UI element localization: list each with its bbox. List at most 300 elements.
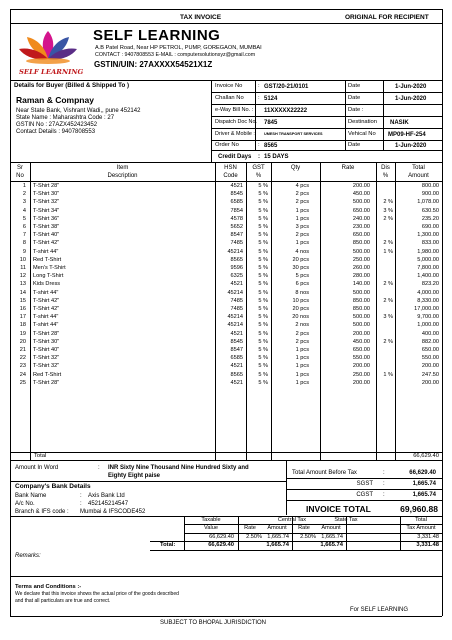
cell-hsn: 4521 — [230, 330, 243, 337]
cell-qty: 30 pcs — [292, 265, 309, 271]
table-row — [0, 190, 452, 198]
table-row — [0, 215, 452, 223]
cell-gst: 5 % — [258, 183, 268, 189]
cell-item: T-Shirt 40" — [33, 347, 60, 353]
cell-hsn: 7854 — [230, 207, 243, 214]
cell-qty: 1 pcs — [295, 347, 309, 353]
remarks-rule — [10, 576, 442, 577]
th-item2: Description — [107, 173, 138, 179]
cell-qty: 5 pcs — [295, 273, 309, 280]
destination-label: Destination — [348, 119, 378, 125]
cell-rate: 200.00 — [352, 379, 370, 386]
cell-hsn: 6585 — [230, 355, 243, 362]
cell-rate: 850.00 — [352, 297, 370, 304]
tax-th-state: State Tax — [334, 517, 358, 523]
cell-rate: 500.00 — [352, 322, 370, 329]
header-bottom-rule — [10, 80, 442, 81]
buyer-heading: Details for Buyer (Billed & Shipped To ) — [14, 82, 130, 89]
frame-top — [10, 9, 442, 10]
cell-rate: 450.00 — [352, 338, 370, 345]
cell-qty: 1 pcs — [295, 215, 309, 222]
meta-colon: : — [258, 142, 260, 148]
cell-total: 200.00 — [421, 379, 439, 386]
cell-hsn: 6585 — [230, 199, 243, 206]
cell-item: T-Shirt 32" — [33, 199, 60, 206]
table-row — [0, 330, 452, 338]
eway-no: 11XXXXX22222 — [264, 108, 308, 114]
cell-qty: 1 pcs — [295, 379, 309, 386]
table-row — [0, 264, 452, 272]
sgst-value: 1,665.74 — [412, 481, 436, 487]
cell-gst: 5 % — [258, 199, 268, 206]
table-row — [0, 346, 452, 354]
table-row — [0, 198, 452, 206]
tax-total-label: Total: — [160, 542, 176, 548]
sgst-label: SGST — [356, 481, 373, 487]
cell-total: 247.50 — [421, 371, 439, 378]
cell-dis: 1 % — [383, 248, 393, 255]
cell-total: 235.20 — [421, 215, 439, 222]
th-sr2: No — [16, 173, 24, 179]
date-label-3: Date : — [348, 107, 364, 113]
bank-ac: 452145214547 — [88, 501, 129, 507]
buyer-address: Near State Bank, Vishrant Wadi,, pune 452142 — [16, 108, 141, 114]
table-row — [0, 231, 452, 239]
cell-hsn: 7485 — [230, 297, 243, 304]
cell-rate: 200.00 — [352, 363, 370, 370]
cell-total: 5,000.00 — [417, 256, 439, 263]
tax-th-total: Total — [415, 517, 427, 523]
logo-text: SELF LEARNING — [19, 68, 84, 76]
cell-total: 1,000.00 — [417, 322, 439, 329]
cell-gst: 5 % — [258, 322, 268, 329]
table-row — [0, 338, 452, 346]
cell-total: 800.00 — [421, 183, 439, 189]
cell-total: 690.00 — [421, 224, 439, 230]
credit-days: 15 DAYS — [264, 154, 289, 160]
vehicle: MP09-HF-254 — [388, 132, 426, 138]
cell-sr: 17 — [19, 314, 26, 321]
cell-dis: 2 % — [383, 199, 393, 206]
cell-qty: 1 pcs — [295, 363, 309, 370]
cell-total: 4,000.00 — [417, 289, 439, 296]
cell-rate: 500.00 — [352, 248, 370, 255]
cell-item: T-Shirt 42" — [33, 297, 60, 304]
date-1: 1-Jun-2020 — [395, 84, 427, 90]
bank-bottom-rule — [10, 516, 442, 517]
order-no: 8565 — [264, 143, 278, 149]
cell-qty: 6 pcs — [295, 281, 309, 288]
table-row — [0, 354, 452, 362]
cell-item: T-Shirt 42" — [33, 306, 60, 312]
vehicle-label: Vehical No — [348, 131, 376, 137]
table-end-rule — [10, 460, 442, 461]
cell-sr: 7 — [22, 232, 26, 239]
cell-gst: 5 % — [258, 248, 268, 255]
meta-rule-4 — [211, 128, 442, 129]
cell-sr: 19 — [19, 330, 26, 337]
date-label-4: Date — [348, 142, 361, 148]
cell-sr: 3 — [22, 199, 26, 206]
words-line1: INR Sixty Nine Thousand Nine Hundred Sixty and — [108, 465, 249, 471]
dispatch-label: Dispatch Doc No. — [215, 119, 257, 125]
cell-dis: 2 % — [383, 281, 393, 288]
cell-gst: 5 % — [258, 232, 268, 239]
cell-gst: 5 % — [258, 314, 268, 321]
tax-total-c: 1,665.74 — [266, 542, 289, 548]
cell-hsn: 8565 — [230, 256, 243, 263]
th-gst2: % — [255, 173, 262, 179]
cell-item: T-Shirt 36" — [33, 215, 60, 222]
bank-branch: Mumbai & IFSCODE452 — [80, 509, 146, 515]
cell-qty: 1 pcs — [295, 207, 309, 214]
cell-gst: 5 % — [258, 338, 268, 345]
cell-gst: 5 % — [258, 240, 268, 247]
cgst-label: CGST — [356, 492, 373, 498]
cell-gst: 5 % — [258, 355, 268, 362]
summary-colon: : — [383, 492, 385, 498]
table-row — [0, 207, 452, 215]
summary-divider — [286, 460, 287, 515]
bank-branch-label: Branch & IFS code : — [15, 509, 69, 515]
cell-rate: 650.00 — [352, 232, 370, 239]
cell-dis: 2 % — [383, 215, 393, 222]
meta-rule-6 — [211, 150, 442, 151]
cell-hsn: 8547 — [230, 347, 243, 353]
words-rule — [10, 481, 286, 482]
cell-gst: 5 % — [258, 371, 268, 378]
dispatch-no: 7845 — [264, 120, 278, 126]
cell-dis: 3 % — [383, 207, 393, 214]
cell-gst: 5 % — [258, 289, 268, 296]
cell-qty: 1 pcs — [295, 240, 309, 247]
tax-total-s: 1,665.74 — [320, 542, 343, 548]
cell-gst: 5 % — [258, 379, 268, 386]
bank-name-label: Bank Name — [15, 493, 47, 499]
cell-rate: 500.00 — [352, 314, 370, 321]
table-row — [0, 239, 452, 247]
cell-dis: 1 % — [383, 371, 393, 378]
cell-rate: 500.00 — [352, 199, 370, 206]
cell-item: T-Shirt 38" — [33, 224, 60, 230]
cell-item: Men's T-Shirt — [33, 265, 66, 271]
cell-qty: 1 pcs — [295, 355, 309, 362]
terms-line-1: We declare that this invoice shows the actual price of the goods described — [15, 591, 179, 597]
cell-dis: 2 % — [383, 338, 393, 345]
cell-hsn: 45214 — [227, 314, 243, 321]
cell-gst: 5 % — [258, 215, 268, 222]
cell-rate: 850.00 — [352, 306, 370, 312]
cell-rate: 250.00 — [352, 256, 370, 263]
table-total-value: 66,629.40 — [413, 453, 439, 459]
bank-ac-label: A/c No. — [15, 501, 35, 507]
cell-hsn: 8547 — [230, 232, 243, 239]
invoice-no: GST/20-21/0101 — [264, 84, 309, 90]
cell-total: 1,980.00 — [417, 248, 439, 255]
table-row — [0, 371, 452, 379]
cell-item: Red T-Shirt — [33, 371, 62, 378]
driver-label: Driver & Mobile : — [215, 131, 255, 137]
cell-hsn: 45214 — [227, 289, 243, 296]
cell-qty: 2 pcs — [295, 338, 309, 345]
tax-th-taxable: Taxable — [201, 517, 221, 523]
tax-total-all: 3,331.48 — [416, 542, 439, 548]
cell-total: 17,000.00 — [414, 306, 439, 312]
cell-rate: 650.00 — [352, 347, 370, 353]
th-gst: GST — [252, 165, 265, 171]
tax-c-rate: 2.50% — [246, 534, 262, 540]
table-row — [0, 248, 452, 256]
table-row — [0, 313, 452, 321]
cell-total: 550.00 — [421, 355, 439, 362]
cell-gst: 5 % — [258, 273, 268, 280]
buyer-contact: Contact Details : 9407808553 — [16, 129, 96, 135]
date-label-1: Date — [348, 83, 361, 89]
cell-sr: 4 — [22, 207, 26, 214]
cell-item: T-Shirt 28" — [33, 330, 60, 337]
cell-qty: 1 pcs — [295, 371, 309, 378]
table-row — [0, 362, 452, 370]
cell-item: T-shirt 44" — [33, 322, 59, 329]
summary-colon: : — [383, 470, 385, 476]
cell-total: 630.50 — [421, 207, 439, 214]
summary-rule-2 — [286, 489, 442, 490]
cell-gst: 5 % — [258, 363, 268, 370]
cell-total: 9,700.00 — [417, 314, 439, 321]
summary-colon: : — [383, 481, 385, 487]
tax-invoice-title: TAX INVOICE — [180, 14, 222, 21]
cell-hsn: 9596 — [230, 265, 243, 271]
cell-gst: 5 % — [258, 207, 268, 214]
cell-rate: 450.00 — [352, 191, 370, 198]
company-gstin: GSTIN/UIN: 27AXXXX54521X1Z — [94, 60, 213, 69]
cell-hsn: 8545 — [230, 338, 243, 345]
original-for-recipient: ORIGINAL FOR RECIPIENT — [345, 14, 429, 21]
cell-rate: 200.00 — [352, 330, 370, 337]
tax-rule-1 — [184, 524, 442, 525]
cell-sr: 11 — [20, 265, 26, 271]
cell-sr: 2 — [22, 191, 26, 198]
meta-bottom-rule — [10, 162, 442, 163]
cell-sr: 12 — [19, 273, 26, 280]
cell-sr: 16 — [19, 306, 26, 312]
cell-qty: 8 nos — [295, 289, 309, 296]
cell-gst: 5 % — [258, 191, 268, 198]
cell-rate: 240.00 — [352, 215, 370, 222]
cell-item: T-Shirt 34" — [33, 207, 60, 214]
cell-hsn: 4521 — [230, 183, 243, 189]
cell-rate: 850.00 — [352, 240, 370, 247]
th-item: Item — [116, 165, 129, 171]
tax-th-rate-c: Rate — [244, 525, 256, 531]
cell-qty: 20 pcs — [292, 256, 309, 263]
tax-th-tax-amount: Tax Amount — [406, 525, 436, 531]
table-row — [0, 305, 452, 313]
cell-sr: 5 — [22, 215, 26, 222]
cell-sr: 21 — [19, 347, 26, 353]
date-4: 1-Jun-2020 — [395, 143, 427, 149]
th-qty: Qty — [290, 165, 301, 171]
company-contact: CONTACT : 9407808553 E-MAIL : computersolutionsyz@gmail.com — [95, 52, 256, 58]
cell-sr: 24 — [19, 371, 26, 378]
cell-item: T-Shirt 28" — [33, 379, 60, 386]
bank-name: Axis Bank Ltd — [88, 493, 125, 499]
meta-colon: : — [258, 95, 260, 101]
cell-dis: 3 % — [383, 314, 393, 321]
words-colon: : — [98, 465, 100, 471]
cell-qty: 2 pcs — [295, 330, 309, 337]
cell-hsn: 45214 — [227, 248, 243, 255]
invoice-total-label: INVOICE TOTAL — [306, 504, 371, 514]
cell-item: T-Shirt 32" — [33, 363, 60, 370]
tax-rule-4 — [150, 550, 442, 551]
cell-gst: 5 % — [258, 224, 268, 230]
tax-th-central: Central Tax — [277, 517, 307, 523]
cell-hsn: 4521 — [230, 363, 243, 370]
summary-rule-1 — [286, 478, 442, 479]
cell-hsn: 6325 — [230, 273, 243, 280]
meta-col-1 — [255, 80, 256, 150]
cell-qty: 3 pcs — [295, 224, 309, 230]
summary-rule-3 — [286, 500, 442, 501]
cell-sr: 13 — [19, 281, 26, 288]
cell-item: T-Shirt 32" — [33, 355, 60, 362]
cell-item: T-shirt 44" — [33, 289, 59, 296]
cell-rate: 230.00 — [352, 224, 370, 230]
tax-c-amount: 1,665.74 — [267, 534, 289, 540]
cell-dis: 2 % — [383, 297, 393, 304]
cell-hsn: 4578 — [230, 215, 243, 222]
cell-rate: 250.00 — [352, 371, 370, 378]
company-logo — [13, 25, 83, 83]
cell-hsn: 4521 — [230, 379, 243, 386]
tax-total-amount: 3,331.48 — [417, 534, 439, 540]
cell-item: T-Shirt 30" — [33, 191, 60, 198]
th-dis2: % — [382, 173, 389, 179]
cell-sr: 14 — [19, 289, 26, 296]
company-address: A.B Patel Road, Near HP PETROL, PUMP, GOREGAON, MUMBAI — [95, 45, 262, 51]
eway-label: e-Way Bill No. : — [215, 107, 254, 113]
cell-total: 200.00 — [421, 363, 439, 370]
table-row — [0, 379, 452, 387]
cell-sr: 15 — [19, 297, 26, 304]
tax-th-amount-s: Amount — [321, 525, 341, 531]
th-hsn2: Code — [223, 173, 238, 179]
th-total2: Amount — [408, 173, 429, 179]
cell-rate: 650.00 — [352, 207, 370, 214]
tax-total-taxable: 66,629.40 — [208, 542, 234, 548]
cell-sr: 9 — [22, 248, 26, 255]
cell-gst: 5 % — [258, 306, 268, 312]
bank-heading: Company's Bank Details — [15, 483, 91, 490]
cell-sr: 20 — [19, 338, 26, 345]
th-hsn: HSN — [224, 165, 237, 171]
bank-colon: : — [80, 501, 82, 507]
table-total-rule — [10, 452, 442, 453]
th-rate: Rate — [341, 165, 355, 171]
cell-qty: 20 nos — [292, 314, 309, 321]
cell-gst: 5 % — [258, 297, 268, 304]
cell-rate: 140.00 — [352, 281, 370, 288]
cell-sr: 6 — [22, 224, 26, 230]
cell-hsn: 45214 — [227, 322, 243, 329]
cell-total: 833.00 — [421, 240, 439, 247]
th-sr: Sr — [17, 165, 23, 171]
cell-gst: 5 % — [258, 256, 268, 263]
cgst-value: 1,665.74 — [412, 492, 436, 498]
cell-qty: 20 pcs — [292, 306, 309, 312]
table-row — [0, 272, 452, 280]
driver: UMESH TRANSPORT SERVICES — [264, 132, 323, 136]
cell-qty: 2 pcs — [295, 191, 309, 198]
tax-th-rate-s: Rate — [298, 525, 310, 531]
cell-sr: 1 — [22, 183, 26, 189]
date-2: 1-Jun-2020 — [395, 96, 427, 102]
company-name: SELF LEARNING — [93, 27, 221, 44]
buyer-name: Raman & Compnay — [16, 95, 94, 105]
cell-rate: 280.00 — [352, 273, 370, 280]
table-row — [0, 223, 452, 231]
cell-rate: 500.00 — [352, 289, 370, 296]
cell-total: 1,300.00 — [417, 232, 439, 239]
before-tax-label: Total Amount Before Tax — [292, 470, 357, 476]
cell-rate: 200.00 — [352, 183, 370, 189]
tax-s-rate: 2.50% — [300, 534, 316, 540]
tax-s-amount: 1,665.74 — [321, 534, 343, 540]
cell-total: 900.00 — [421, 191, 439, 198]
cell-gst: 5 % — [258, 347, 268, 353]
challan-no: 5124 — [264, 96, 278, 102]
cell-item: Kids Dress — [33, 281, 61, 288]
cell-rate: 550.00 — [352, 355, 370, 362]
for-company: For SELF LEARNING — [350, 607, 409, 613]
cell-item: T-shirt 44" — [33, 314, 59, 321]
cell-hsn: 7485 — [230, 306, 243, 312]
cell-hsn: 8545 — [230, 191, 243, 198]
cell-hsn: 7485 — [230, 240, 243, 247]
cell-sr: 10 — [19, 256, 26, 263]
table-row — [0, 256, 452, 264]
meta-col-3 — [383, 80, 384, 150]
terms-line-2: and that all particulars are true and correct. — [15, 598, 111, 604]
tax-th-amount-c: Amount — [267, 525, 287, 531]
cell-item: Red T-Shirt — [33, 256, 62, 263]
table-row — [0, 297, 452, 305]
terms-heading: Terms and Conditions :- — [15, 584, 82, 590]
cell-item: Long T-Shirt — [33, 273, 64, 280]
cell-gst: 5 % — [258, 330, 268, 337]
cell-sr: 22 — [19, 355, 26, 362]
cell-item: T-shirt 44" — [33, 248, 59, 255]
cell-gst: 5 % — [258, 265, 268, 271]
cell-rate: 260.00 — [352, 265, 370, 271]
cell-total: 882.00 — [421, 338, 439, 345]
cell-qty: 2 nos — [295, 322, 309, 329]
cell-qty: 4 pcs — [295, 183, 309, 189]
th-total: Total — [412, 165, 425, 171]
table-row — [0, 182, 452, 190]
meta-rule-5 — [211, 140, 442, 141]
cell-total: 650.00 — [421, 347, 439, 353]
words-line2: Eighty Eight paise — [108, 473, 161, 479]
cell-sr: 23 — [19, 363, 26, 370]
cell-total: 1,078.00 — [417, 199, 439, 206]
cell-qty: 4 nos — [295, 248, 309, 255]
table-total-label: Total — [34, 453, 47, 459]
cell-qty: 10 pcs — [292, 297, 309, 304]
th-dis: Dis — [381, 165, 390, 171]
cell-hsn: 4521 — [230, 281, 243, 288]
